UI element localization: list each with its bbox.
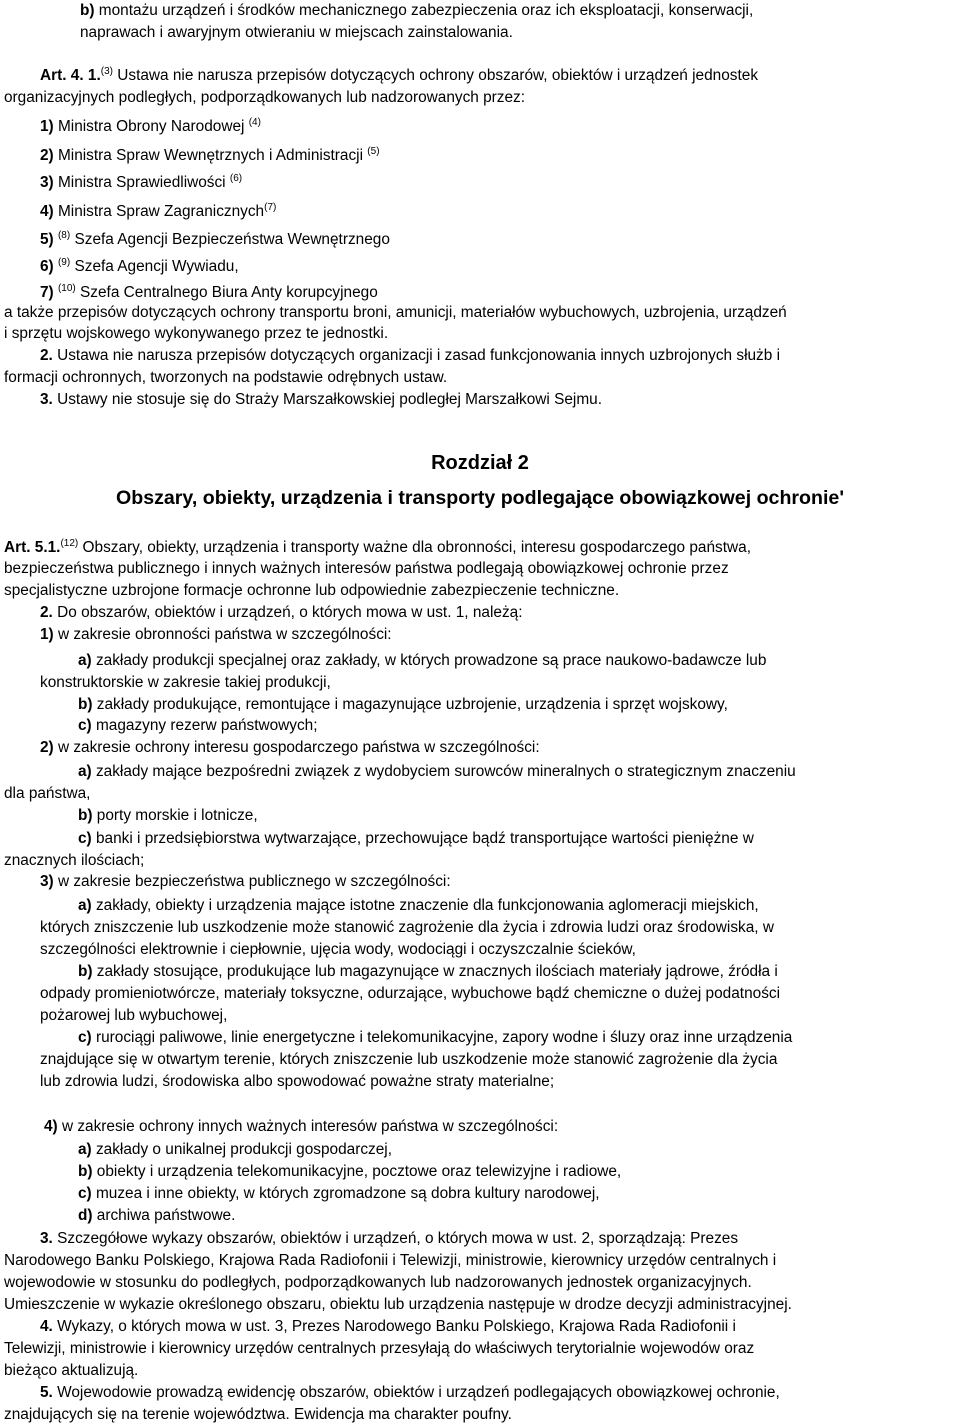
art5-p2-b: b) porty morskie i lotnicze,	[78, 807, 258, 824]
art5-par1-line-3: specjalistyczne uzbrojone formacje ochronne lub odpowiednie zabezpieczenie techniczne.	[4, 582, 620, 599]
item-b-line-2: naprawach i awaryjnym otwieraniu w miejscach zainstalowania.	[80, 24, 513, 41]
item-b-line-1: b) montażu urządzeń i środków mechanicznego zabezpieczenia oraz ich eksploatacji, konserwacji,	[80, 2, 754, 19]
art5-p3-c-line-1: c) rurociągi paliwowe, linie energetyczne i telekomunikacyjne, zapory wodne i śluzy oraz inne urządzenia	[78, 1029, 793, 1046]
art5-par2: 2. Do obszarów, obiektów i urządzeń, o których mowa w ust. 1, należą:	[40, 604, 523, 621]
art5-par4-line-3: bieżąco aktualizują.	[4, 1362, 139, 1379]
art5-par5-line-2: znajdujących się na terenie województwa. Ewidencja ma charakter poufny.	[4, 1406, 512, 1423]
art5-point-4: 4) w zakresie ochrony innych ważnych interesów państwa w szczególności:	[44, 1118, 559, 1135]
art4-par2-line-2: formacji ochronnych, tworzonych na podstawie odrębnych ustaw.	[4, 369, 448, 386]
art5-p3-a-line-1: a) zakłady, obiekty i urządzenia mające istotne znaczenie dla funkcjonowania aglomeracji miejskich,	[78, 897, 759, 914]
art5-p1-c: c) magazyny rezerw państwowych;	[78, 717, 318, 734]
art5-par4-line-1: 4. Wykazy, o których mowa w ust. 3, Prezes Narodowego Banku Polskiego, Krajowa Rada Radiofonii i	[40, 1318, 736, 1335]
art5-p3-c-line-2: znajdujące się w otwartym terenie, których zniszczenie lub uszkodzenie może stanowić zagrożenie dla życia	[40, 1051, 778, 1068]
minister-item-4: 4) Ministra Spraw Zagranicznych$^{(7)}$	[40, 202, 277, 220]
art5-p1-a-line-2: konstruktorskie w zakresie takiej produkcji,	[40, 674, 331, 691]
art5-p3-a-line-3: szczególności elektrownie i ciepłownie, ujęcia wody, wodociągi i oczyszczalnie ścieków,	[40, 941, 636, 958]
minister-item-7: 7) $^{(10)}$ Szefa Centralnego Biura Anty korupcyjnego	[40, 283, 378, 301]
article-4-heading: Art. 4. 1.$^{(3)}$ Ustawa nie narusza przepisów dotyczących ochrony obszarów, obiektów i urządzeń jednostek	[40, 66, 759, 84]
art4-par3: 3. Ustawy nie stosuje się do Straży Marszałkowskiej podległej Marszałkowi Sejmu.	[40, 391, 602, 408]
art5-p1-b: b) zakłady produkujące, remontujące i magazynujące uzbrojenie, urządzenia i sprzęt wojskowy,	[78, 696, 728, 713]
minister-item-2: 2) Ministra Spraw Wewnętrznych i Administracji $^{(5)}$	[40, 146, 380, 164]
article-4-line-2: organizacyjnych podległych, podporządkowanych lub nadzorowanych przez:	[4, 89, 526, 106]
art5-p2-c-line-1: c) banki i przedsiębiorstwa wytwarzające, przechowujące bądź transportujące wartości pieniężne w	[78, 830, 754, 847]
art5-par4-line-2: Telewizji, ministrowie i kierownicy urzędów centralnych przesyłają do właściwych terytorialnie wojewodów oraz	[4, 1340, 755, 1357]
art5-p4-a: a) zakłady o unikalnej produkcji gospodarczej,	[78, 1141, 392, 1158]
art5-p3-a-line-2: których zniszczenie lub uszkodzenie może stanowić zagrożenie dla życia i zdrowia ludzi oraz środowiska, w	[40, 919, 774, 936]
art5-p3-b-line-1: b) zakłady stosujące, produkujące lub magazynujące w znacznych ilościach materiały jądrowe, źródła i	[78, 963, 778, 980]
art5-point-1: 1) w zakresie obronności państwa w szczególności:	[40, 626, 392, 643]
minister-item-5: 5) $^{(8)}$ Szefa Agencji Bezpieczeństwa Wewnętrznego	[40, 230, 390, 248]
art4-par1-tail-1: a także przepisów dotyczących ochrony transportu broni, amunicji, materiałów wybuchowych, uzbrojenia, urządzeń	[4, 304, 787, 321]
art5-p1-a-line-1: a) zakłady produkcji specjalnej oraz zakłady, w których prowadzone są prace naukowo-badawcze lub	[78, 652, 767, 669]
art5-p4-c: c) muzea i inne obiekty, w których zgromadzone są dobra kultury narodowej,	[78, 1185, 600, 1202]
art5-par3-line-2: Narodowego Banku Polskiego, Krajowa Rada Radiofonii i Telewizji, ministrowie, kierownicy urzędów centralnych i	[4, 1252, 777, 1269]
minister-item-1: 1) Ministra Obrony Narodowej $^{(4)}$	[40, 117, 261, 135]
art5-p2-a-line-1: a) zakłady mające bezpośredni związek z wydobyciem surowców mineralnych o strategicznym znaczeniu	[78, 763, 796, 780]
art5-p2-a-line-2: dla państwa,	[4, 785, 91, 802]
chapter-number: Rozdział 2	[431, 452, 529, 474]
art5-p4-d: d) archiwa państwowe.	[78, 1207, 236, 1224]
art4-par2-line-1: 2. Ustawa nie narusza przepisów dotyczących organizacji i zasad funkcjonowania innych uzbrojonych służb i	[40, 347, 780, 364]
minister-item-6: 6) $^{(9)}$ Szefa Agencji Wywiadu,	[40, 257, 239, 275]
art5-par1-line-2: bezpieczeństwa publicznego i innych ważnych interesów państwa podlegają obowiązkowej ochronie przez	[4, 560, 729, 577]
art5-par3-line-3: wojewodowie w stosunku do podległych, podporządkowanych lub nadzorowanych jednostek organizacyjnych.	[4, 1274, 752, 1291]
art5-p3-b-line-2: odpady promieniotwórcze, materiały toksyczne, odurzające, wybuchowe bądź chemiczne o dużej podatności	[40, 985, 780, 1002]
art5-p3-c-line-3: lub zdrowia ludzi, środowiska albo spowodować poważne straty materialne;	[40, 1073, 555, 1090]
art5-p4-b: b) obiekty i urządzenia telekomunikacyjne, pocztowe oraz telewizyjne i radiowe,	[78, 1163, 622, 1180]
art5-p3-b-line-3: pożarowej lub wybuchowej,	[40, 1007, 228, 1024]
art5-par5-line-1: 5. Wojewodowie prowadzą ewidencję obszarów, obiektów i urządzeń podlegających obowiązkowej ochronie,	[40, 1384, 780, 1401]
art5-point-2: 2) w zakresie ochrony interesu gospodarczego państwa w szczególności:	[40, 739, 540, 756]
minister-item-3: 3) Ministra Sprawiedliwości $^{(6)}$	[40, 173, 243, 191]
art5-par3-line-4: Umieszczenie w wykazie określonego obszaru, obiektu lub urządzenia następuje w drodze decyzji administracyjnej.	[4, 1296, 792, 1313]
art4-par1-tail-2: i sprzętu wojskowego wykonywanego przez te jednostki.	[4, 325, 389, 342]
art5-p2-c-line-2: znacznych ilościach;	[4, 852, 145, 869]
art5-point-3: 3) w zakresie bezpieczeństwa publicznego w szczególności:	[40, 873, 451, 890]
chapter-title: Obszary, obiekty, urządzenia i transporty podlegające obowiązkowej ochronie'	[116, 487, 844, 509]
article-5-heading: Art. 5.1.$^{(12)}$ Obszary, obiekty, urządzenia i transporty ważne dla obronności, interesu gospodarczego państwa,	[4, 538, 751, 556]
art5-par3-line-1: 3. Szczegółowe wykazy obszarów, obiektów i urządzeń, o których mowa w ust. 2, sporządzają: Prezes	[40, 1230, 739, 1247]
